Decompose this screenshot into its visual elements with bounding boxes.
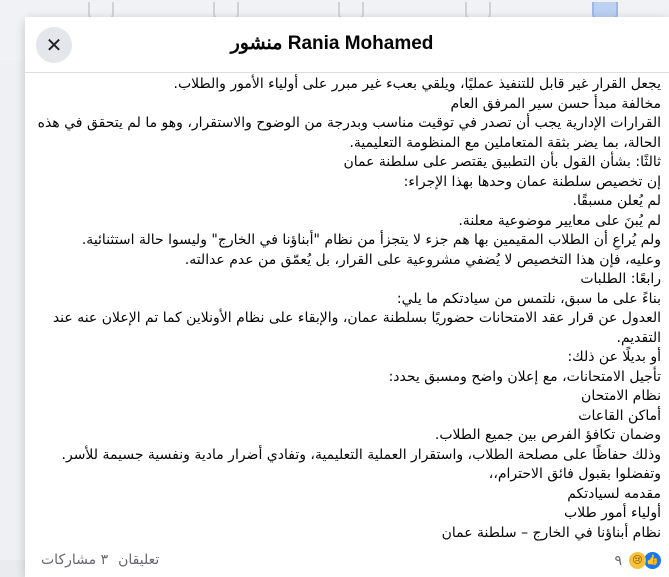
post-line: يجعل القرار غير قابل للتنفيذ عمليًا، ويلقي بعبء غير مبرر على أولياء الأمور والطلاب.: [173, 76, 661, 92]
post-line: لم يُعلن مسبقًا.: [572, 193, 661, 209]
close-icon: ✕: [45, 33, 63, 57]
post-dialog: [25, 17, 669, 577]
overlay: [0, 60, 25, 560]
post-line: أو بديلًا عن ذلك:: [567, 349, 661, 365]
post-line: وضمان تكافؤ الفرص بين جميع الطلاب.: [434, 427, 661, 443]
post-line: أماكن القاعات: [578, 407, 661, 424]
shares-count-link[interactable]: ٣ مشاركات: [41, 552, 109, 568]
post-line: بناءً على ما سبق، نلتمس من سيادتكم ما يلي:: [396, 290, 661, 307]
post-line: مخالفة مبدأ حسن سير المرفق العام: [450, 95, 661, 112]
post-line: وعليه، فإن هذا التخصيص لا يُضفي مشروعية على القرار، بل يُعمّق من عدم عدالته.: [184, 251, 661, 268]
post-line: وتفضلوا بقبول فائق الاحترام،،: [488, 466, 661, 482]
reaction-count: ٩: [614, 552, 622, 569]
dialog-header: [25, 17, 669, 73]
post-line: القرارات الإدارية يجب أن تصدر في توقيت مناسب وبدرجة من الوضوح والاستقرار، وهو ما لم يتحقق في هذه الحالة، بما يضر بثقة المتعاملين مع المنظومة التعليمية.: [37, 115, 661, 151]
dialog-title: منشور Rania Mohamed: [230, 33, 434, 54]
post-line: ولم يُراعِ أن الطلاب المقيمين بها هم جزء لا يتجزأ من نظام "أبناؤنا في الخارج" وليسوا حالة استثنائية.: [81, 232, 661, 248]
like-reaction-icon: 👍: [644, 552, 661, 569]
post-line: العدول عن قرار عقد الامتحانات حضوريًا بسلطنة عمان، والإبقاء على نظام الأونلاين كما تم الإعلان عنه عند التقديم.: [52, 310, 661, 346]
comments-count-link[interactable]: تعليقان: [118, 552, 160, 568]
sad-reaction-icon: 😢: [629, 552, 646, 569]
post-line: ثالثًا: بشأن القول بأن التطبيق يقتصر على سلطنة عمان: [343, 154, 661, 170]
post-line: أولياء أمور طلاب: [564, 505, 661, 521]
post-footer: [25, 547, 669, 577]
post-line: رابعًا: الطلبات: [580, 271, 661, 287]
post-line: وذلك حفاظًا على مصلحة الطلاب، واستقرار العملية التعليمية، وتفادي أضرار مادية ونفسية جسيمة للأسر.: [61, 446, 661, 463]
reactions-summary[interactable]: [614, 552, 661, 569]
engagement-stats: [41, 552, 159, 568]
post-line: مقدمه لسيادتكم: [567, 485, 661, 502]
post-line: تأجيل الامتحانات، مع إعلان واضح ومسبق يحدد:: [388, 368, 661, 385]
post-line: نظام الامتحان: [581, 388, 661, 404]
post-line: نظام أبناؤنا في الخارج – سلطنة عمان: [441, 524, 661, 541]
post-text: [25, 73, 669, 543]
post-line: لم يُبنَ على معايير موضوعية معلنة.: [458, 212, 661, 229]
post-line: إن تخصيص سلطنة عمان وحدها بهذا الإجراء:: [403, 173, 661, 190]
